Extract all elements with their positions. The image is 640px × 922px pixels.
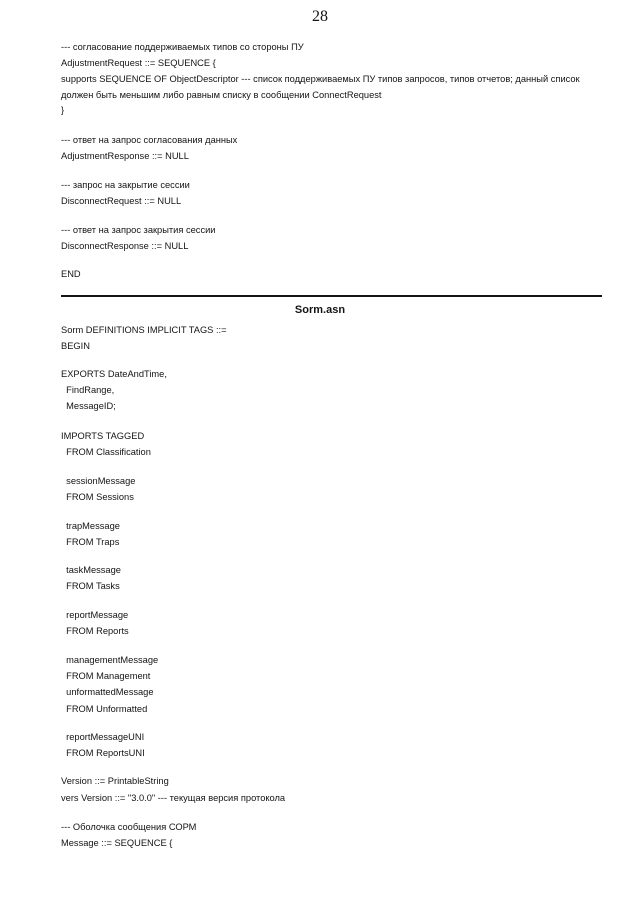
code-line: AdjustmentResponse ::= NULL (61, 151, 189, 161)
comment-line: --- Оболочка сообщения СОРМ (61, 822, 197, 832)
code-line: Message ::= SEQUENCE { (61, 838, 173, 848)
comment-line: --- ответ на запрос закрытия сессии (61, 225, 216, 235)
code-line: Sorm DEFINITIONS IMPLICIT TAGS ::= (61, 325, 227, 335)
code-line: taskMessage (61, 565, 121, 575)
code-line: unformattedMessage (61, 687, 154, 697)
code-line: FROM Traps (61, 537, 120, 547)
code-line: FROM Reports (61, 626, 129, 636)
code-line: FindRange, (61, 385, 115, 395)
page-number: 28 (312, 8, 328, 25)
comment-line: --- запрос на закрытие сессии (61, 180, 190, 190)
code-line: FROM Management (61, 671, 151, 681)
section-title: Sorm.asn (294, 304, 346, 316)
code-line: AdjustmentRequest ::= SEQUENCE { (61, 58, 216, 68)
comment-line: --- согласование поддерживаемых типов со стороны ПУ (61, 42, 304, 52)
code-line-wrapped: supports SEQUENCE OF ObjectDescriptor --- список поддерживаемых ПУ типов запросов, типов отчетов; данный список должен быть меньшим либо равным списку в сообщении ConnectRequest (61, 74, 580, 100)
code-line: MessageID; (61, 401, 116, 411)
code-line: reportMessage (61, 610, 129, 620)
code-line: DisconnectRequest ::= NULL (61, 196, 182, 206)
code-line: Version ::= PrintableString (61, 776, 169, 786)
code-line: FROM Unformatted (61, 704, 148, 714)
section-divider (61, 295, 602, 297)
code-line: FROM ReportsUNI (61, 748, 145, 758)
code-line: EXPORTS DateAndTime, (61, 369, 167, 379)
code-line: trapMessage (61, 521, 120, 531)
code-line: IMPORTS TAGGED (61, 431, 145, 441)
code-line: DisconnectResponse ::= NULL (61, 241, 189, 251)
code-line: managementMessage (61, 655, 159, 665)
code-line: FROM Sessions (61, 492, 134, 502)
code-line: } (61, 105, 65, 115)
code-line: vers Version ::= "3.0.0" --- текущая версия протокола (61, 793, 286, 803)
code-line: reportMessageUNI (61, 732, 145, 742)
code-line: BEGIN (61, 341, 90, 351)
comment-line: --- ответ на запрос согласования данных (61, 135, 238, 145)
code-line: FROM Classification (61, 447, 151, 457)
code-line: FROM Tasks (61, 581, 120, 591)
code-line: END (61, 269, 81, 279)
code-line: sessionMessage (61, 476, 136, 486)
